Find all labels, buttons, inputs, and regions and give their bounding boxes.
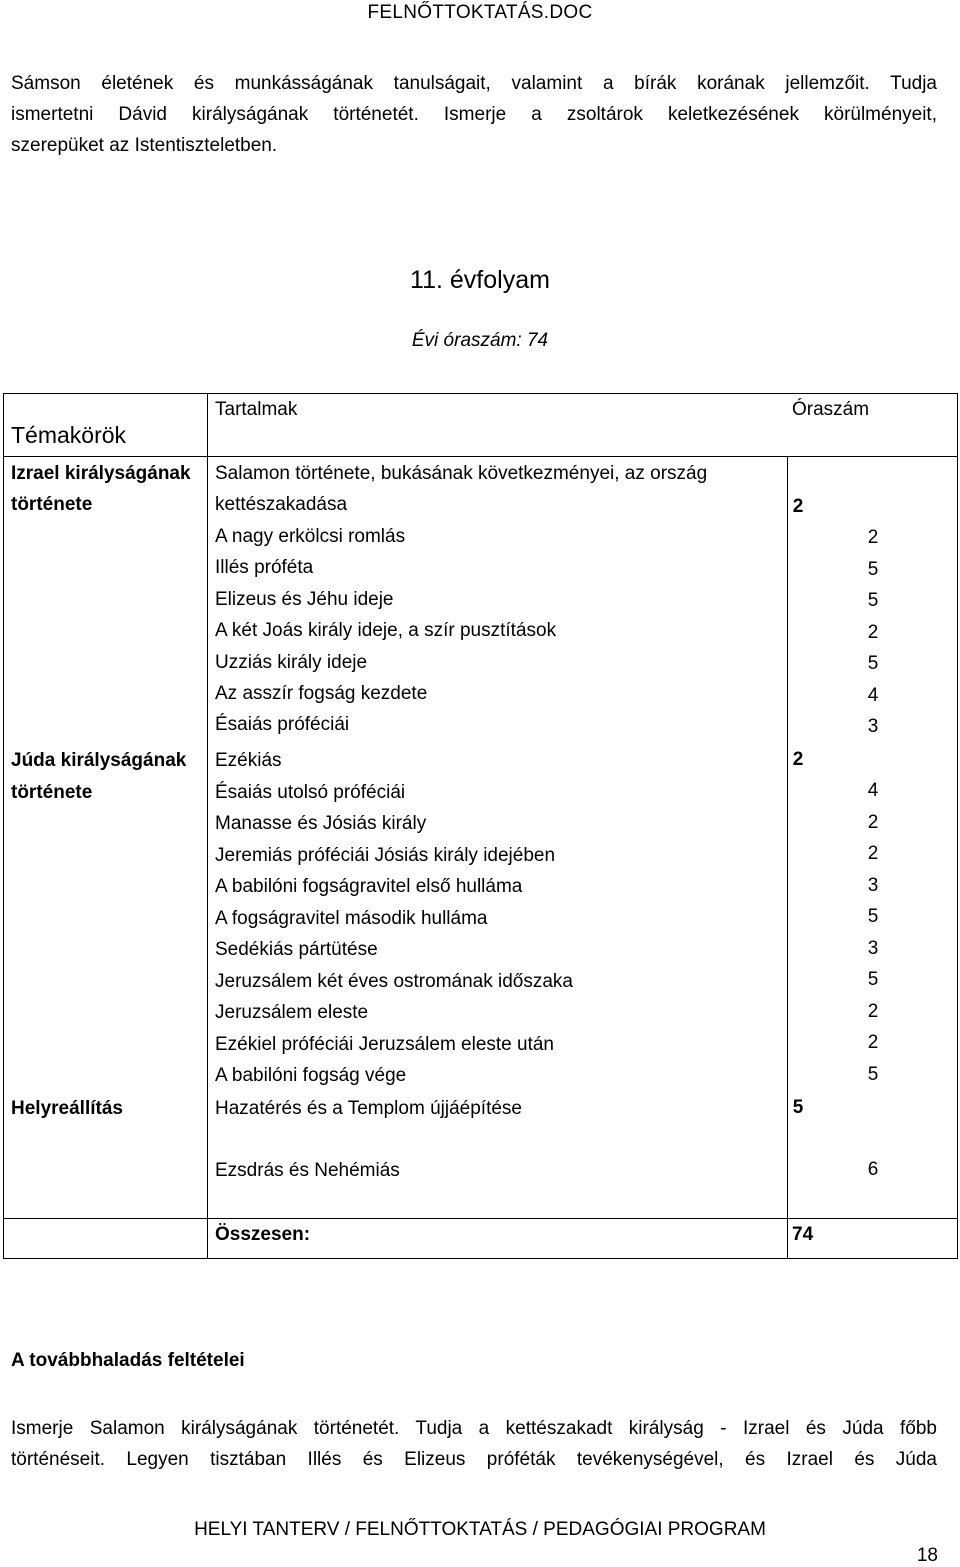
- topic-label: Júda királyságának: [11, 750, 187, 771]
- content-item: Manasse és Jósiás király: [215, 813, 427, 834]
- item-hours: 2: [867, 812, 879, 833]
- intro-paragraph: [11, 68, 937, 161]
- content-item: Illés próféta: [215, 557, 314, 578]
- curriculum-table: [3, 393, 958, 1259]
- item-hours: 2: [867, 622, 879, 643]
- total-label: Összesen:: [215, 1224, 311, 1245]
- content-item: A két Joás király ideje, a szír pusztítások: [215, 620, 557, 641]
- topic-hours: 5: [792, 1097, 804, 1118]
- item-hours: 3: [867, 938, 879, 959]
- content-item: A fogságravitel második hulláma: [215, 908, 488, 929]
- item-hours: 5: [867, 559, 879, 580]
- total-value: 74: [792, 1224, 814, 1245]
- item-hours: 4: [867, 685, 879, 706]
- item-hours: 5: [867, 590, 879, 611]
- row-divider: [4, 1218, 957, 1219]
- content-item: Sedékiás pártütése: [215, 939, 378, 960]
- column-divider: [207, 394, 208, 1258]
- item-hours: 3: [867, 716, 879, 737]
- topic-label: története: [11, 782, 93, 803]
- annual-hours: Évi óraszám: 74: [411, 330, 549, 351]
- content-item: Ezékiel próféciái Jeruzsálem eleste után: [215, 1034, 555, 1055]
- column-header-topics: Témakörök: [11, 422, 127, 448]
- item-hours: 2: [867, 1001, 879, 1022]
- topic-hours: 2: [792, 496, 804, 517]
- intro-line: ismertetni Dávid királyságának történetét. Ismerje a zsoltárok keletkezésének körülményeit,: [11, 104, 937, 125]
- item-hours: 6: [867, 1159, 879, 1180]
- topic-label: Izrael királyságának: [11, 463, 191, 484]
- item-hours: 2: [867, 527, 879, 548]
- item-hours: 5: [867, 969, 879, 990]
- content-item: A babilóni fogság vége: [215, 1065, 407, 1086]
- content-item: Elizeus és Jéhu ideje: [215, 589, 394, 610]
- content-item: Jeruzsálem eleste: [215, 1002, 369, 1023]
- content-item: Salamon története, bukásának következményei, az ország: [215, 463, 708, 484]
- intro-line: szerepüket az Istentiszteletben.: [11, 135, 278, 156]
- content-item: Ésaiás utolsó próféciái: [215, 782, 406, 803]
- topic-hours: 2: [792, 749, 804, 770]
- grade-title: 11. évfolyam: [410, 266, 550, 294]
- content-item: Ésaiás próféciái: [215, 714, 350, 735]
- column-divider: [787, 456, 788, 1258]
- topic-label: története: [11, 494, 93, 515]
- row-divider: [4, 456, 957, 457]
- item-hours: 2: [867, 843, 879, 864]
- item-hours: 5: [867, 653, 879, 674]
- content-item: A babilóni fogságravitel első hulláma: [215, 876, 523, 897]
- page-number: 18: [916, 1545, 938, 1566]
- intro-line: Sámson életének és munkásságának tanulságait, valamint a bírák korának jellemzőit. Tudja: [11, 73, 937, 94]
- content-item: A nagy erkölcsi romlás: [215, 526, 406, 547]
- content-item: Jeruzsálem két éves ostromának időszaka: [215, 971, 573, 992]
- topic-label: Helyreállítás: [11, 1098, 123, 1119]
- outro-paragraph: [11, 1413, 937, 1475]
- content-item: Ezékiás: [215, 750, 282, 771]
- column-header-contents: Tartalmak: [215, 399, 298, 420]
- content-item: Hazatérés és a Templom újjáépítése: [215, 1098, 522, 1119]
- column-header-hours: Óraszám: [792, 399, 870, 420]
- item-hours: 3: [867, 875, 879, 896]
- section-title: A továbbhaladás feltételei: [11, 1350, 245, 1371]
- document-footer: HELYI TANTERV / FELNŐTTOKTATÁS / PEDAGÓGIAI PROGRAM: [194, 1519, 766, 1540]
- content-item: Ezsdrás és Nehémiás: [215, 1160, 400, 1181]
- content-item: kettészakadása: [215, 494, 348, 515]
- content-item: Uzziás király ideje: [215, 652, 368, 673]
- item-hours: 5: [867, 1064, 879, 1085]
- content-item: Jeremiás próféciái Jósiás király idejében: [215, 845, 556, 866]
- item-hours: 4: [867, 780, 879, 801]
- content-item: Az asszír fogság kezdete: [215, 683, 428, 704]
- outro-line: Ismerje Salamon királyságának történetét. Tudja a kettészakadt királyság - Izrael és Júda főbb: [11, 1418, 937, 1439]
- outro-line: történéseit. Legyen tisztában Illés és Elizeus próféták tevékenységével, és Izrael és Júda: [11, 1449, 937, 1470]
- document-header: FELNŐTTOKTATÁS.DOC: [367, 2, 593, 23]
- item-hours: 2: [867, 1032, 879, 1053]
- item-hours: 5: [867, 906, 879, 927]
